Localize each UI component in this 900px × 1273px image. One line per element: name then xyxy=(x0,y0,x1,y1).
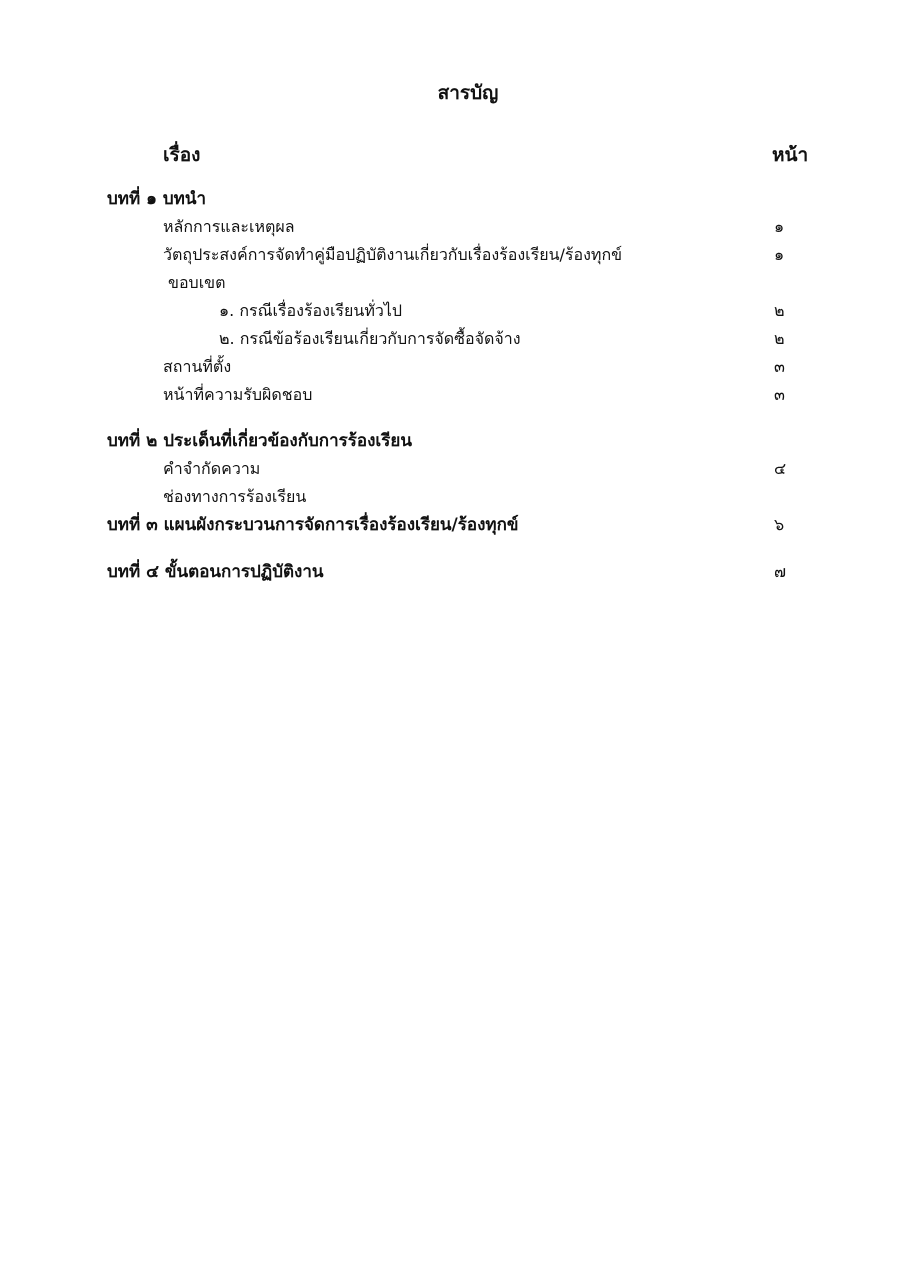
toc-subentry-title: ๒. กรณีข้อร้องเรียนเกี่ยวกับการจัดซื้อจัดจ้าง xyxy=(219,329,521,348)
toc-page-number: ๒ xyxy=(774,301,785,320)
toc-chapter xyxy=(0,559,900,585)
toc-page-number: ๖ xyxy=(774,515,785,534)
toc-entry xyxy=(0,354,900,380)
toc-entry xyxy=(0,484,900,510)
toc-entry xyxy=(0,242,900,268)
toc-entry xyxy=(0,456,900,482)
toc-entry xyxy=(0,214,900,240)
toc-entry-title: ช่องทางการร้องเรียน xyxy=(163,487,307,506)
toc-entry-title: สถานที่ตั้ง xyxy=(163,357,232,376)
toc-chapter xyxy=(0,428,900,454)
toc-chapter xyxy=(0,186,900,212)
toc-entry-title: หลักการและเหตุผล xyxy=(163,217,295,236)
toc-page-number: ๓ xyxy=(774,357,785,376)
toc-chapter-title: บทที่ ๒ ประเด็นที่เกี่ยวข้องกับการร้องเรียน xyxy=(107,431,412,451)
toc-entry-title: วัตถุประสงค์การจัดทำคู่มือปฏิบัติงานเกี่ยวกับเรื่องร้องเรียน/ร้องทุกข์ xyxy=(163,245,623,264)
toc-chapter-title: บทที่ ๓ แผนผังกระบวนการจัดการเรื่องร้องเรียน/ร้องทุกข์ xyxy=(107,515,519,535)
toc-entry xyxy=(0,382,900,408)
toc-chapter xyxy=(0,512,900,538)
toc-page-number: ๑ xyxy=(774,217,785,236)
toc-subentry xyxy=(0,326,900,352)
toc-entry-title: คำจำกัดความ xyxy=(163,459,261,478)
toc-page-number: ๒ xyxy=(774,329,785,348)
toc-page-number: ๔ xyxy=(774,459,787,478)
toc-page-number: ๓ xyxy=(774,385,785,404)
topic-column-header: เรื่อง xyxy=(163,144,201,166)
toc-chapter-title: บทที่ ๔ ขั้นตอนการปฏิบัติงาน xyxy=(107,562,324,582)
page-column-header: หน้า xyxy=(772,144,809,166)
toc-entry-title: หน้าที่ความรับผิดชอบ xyxy=(163,385,313,404)
toc-subentry-title: ๑. กรณีเรื่องร้องเรียนทั่วไป xyxy=(219,301,403,320)
toc-entry xyxy=(0,270,900,296)
toc-chapter-title: บทที่ ๑ บทนำ xyxy=(107,189,206,209)
toc-page-number: ๗ xyxy=(774,562,787,581)
page-title: สารบัญ xyxy=(437,82,499,104)
toc-subentry xyxy=(0,298,900,324)
toc-page-number: ๑ xyxy=(774,245,785,264)
toc-entry-title: ขอบเขต xyxy=(168,273,226,292)
